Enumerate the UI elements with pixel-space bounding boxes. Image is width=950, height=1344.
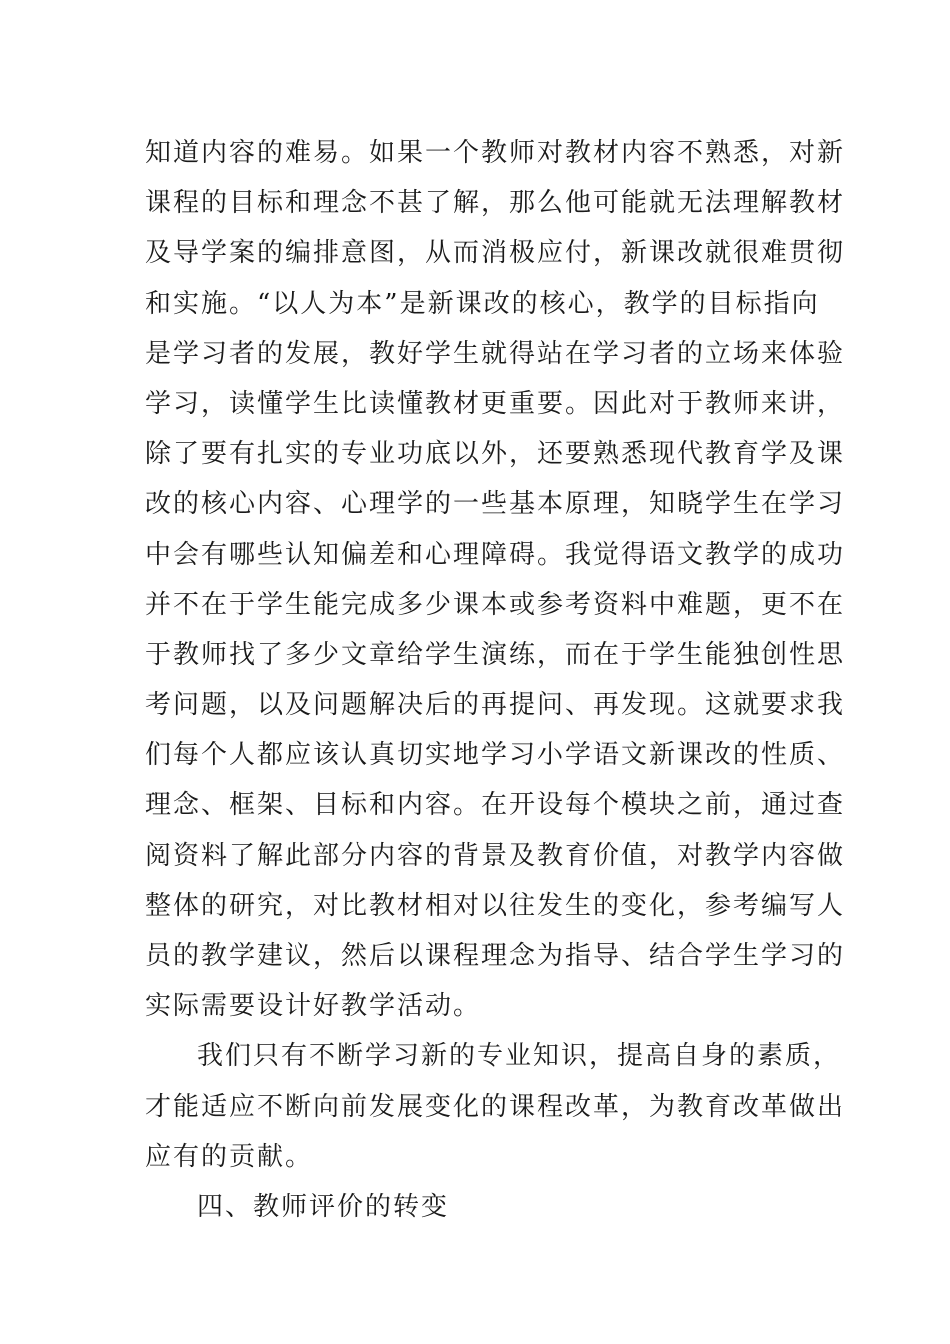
paragraph-1-line: 员的教学建议，然后以课程理念为指导、结合学生学习的 [145,941,846,971]
paragraph-1-line: 实际需要设计好教学活动。 [145,991,482,1022]
paragraph-2-line: 应有的贡献。 [145,1141,314,1172]
section-heading: 四、教师评价的转变 [197,1191,450,1222]
paragraph-1-line: 于教师找了多少文章给学生演练，而在于学生能独创性思 [145,639,846,670]
paragraph-1-line: 中会有哪些认知偏差和心理障碍。我觉得语文教学的成功 [145,539,846,570]
paragraph-1-line: 们每个人都应该认真切实地学习小学语文新课改的性质、 [145,740,846,771]
paragraph-2-line: 我们只有不断学习新的专业知识，提高自身的素质， [197,1041,842,1072]
paragraph-1-line: 阅资料了解此部分内容的背景及教育价值，对教学内容做 [145,840,846,871]
paragraph-1-line: 并不在于学生能完成多少课本或参考资料中难题，更不在 [145,589,846,620]
paragraph-1-line: 整体的研究，对比教材相对以往发生的变化，参考编写人 [145,890,846,921]
paragraph-1-line: 改的核心内容、心理学的一些基本原理，知晓学生在学习 [145,489,846,520]
paragraph-1-line: 知道内容的难易。如果一个教师对教材内容不熟悉，对新 [145,138,846,168]
paragraph-1-line: 和实施。“以人为本”是新课改的核心，教学的目标指向 [145,288,820,319]
paragraph-1-line: 考问题，以及问题解决后的再提问、再发现。这就要求我 [145,690,846,721]
paragraph-2-line: 才能适应不断向前发展变化的课程改革，为教育改革做出 [145,1091,846,1122]
document-body [145,128,846,1232]
paragraph-1-line: 理念、框架、目标和内容。在开设每个模块之前，通过查 [145,790,846,821]
paragraph-1-line: 是学习者的发展，教好学生就得站在学习者的立场来体验 [145,338,846,369]
paragraph-1-line: 学习，读懂学生比读懂教材更重要。因此对于教师来讲， [145,388,846,419]
paragraph-1-line: 课程的目标和理念不甚了解，那么他可能就无法理解教材 [145,188,846,219]
paragraph-1-line: 及导学案的编排意图，从而消极应付，新课改就很难贯彻 [145,238,846,269]
paragraph-1-line: 除了要有扎实的专业功底以外，还要熟悉现代教育学及课 [145,439,846,470]
